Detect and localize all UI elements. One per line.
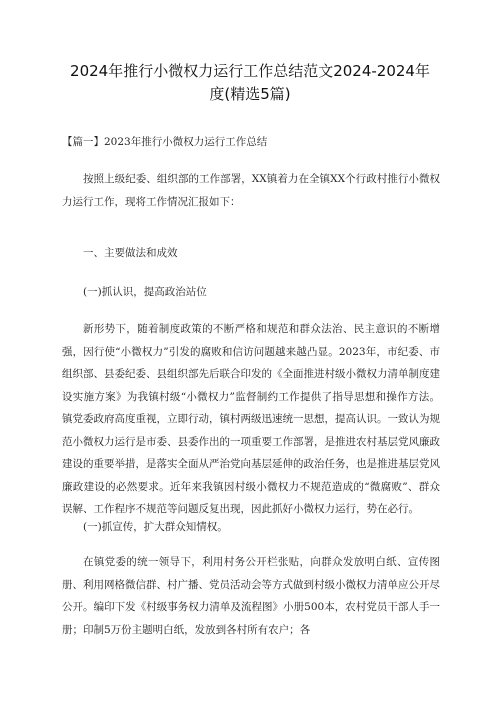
heading-level-2: (一)抓认识，提高政治站位 xyxy=(83,286,207,298)
title-line-1: 2024年推行小微权力运行工作总结范文2024-2024年 xyxy=(70,62,430,80)
body-paragraph: 新形势下，随着制度政策的不断严格和规范和群众法治、民主意识的不断增强，因行使“小微权力”引发的腐败和信访问题越来越凸显。2023年，市纪委、市组织部、县委纪委、县组织部先后联合印发的《全面推进村级小微权力清单制度建设实施方案》为我镇村级“小微权力”监督制约工作提供了指导思想和操作方法。镇党委政府高度重视，立即行动，镇村两级迅速统一思想，提高认识。一致认为规范小微权力运行是市委、县委作出的一项重要工作部署，是推进农村基层党风廉政建设的重要举措，是落实全面从严治党向基层延伸的政治任务，也是推进基层党风廉政建设的必然要求。近年来我镇因村级小微权力不规范造成的“微腐败”、群众误解、工作程序不规范等问题反复出现，因此抓好小微权力运行，势在必行。 xyxy=(62,323,440,515)
heading-level-1: 一、主要做法和成效 xyxy=(83,247,178,259)
section-heading: 【篇一】2023年推行小微权力运行工作总结 xyxy=(62,136,268,148)
heading-level-2: (一)抓宣传，扩大群众知情权。 xyxy=(83,521,228,533)
title-line-2: 度(精选5篇) xyxy=(209,85,291,103)
body-paragraph: 在镇党委的统一领导下，利用村务公开栏张贴，向群众发放明白纸、宣传图册、利用网格微信群、村广播、党员活动会等方式做到村级小微权力清单应公开尽公开。编印下发《村级事务权力清单及流程图》小册500本，农村党员干部人手一册；印制5万份主题明白纸，发放到各村所有农户；各 xyxy=(62,556,440,636)
intro-paragraph: 按照上级纪委、组织部的工作部署，XX镇着力在全镇XX个行政村推行小微权力运行工作，现将工作情况汇报如下： xyxy=(62,173,440,208)
document-title xyxy=(70,60,430,106)
